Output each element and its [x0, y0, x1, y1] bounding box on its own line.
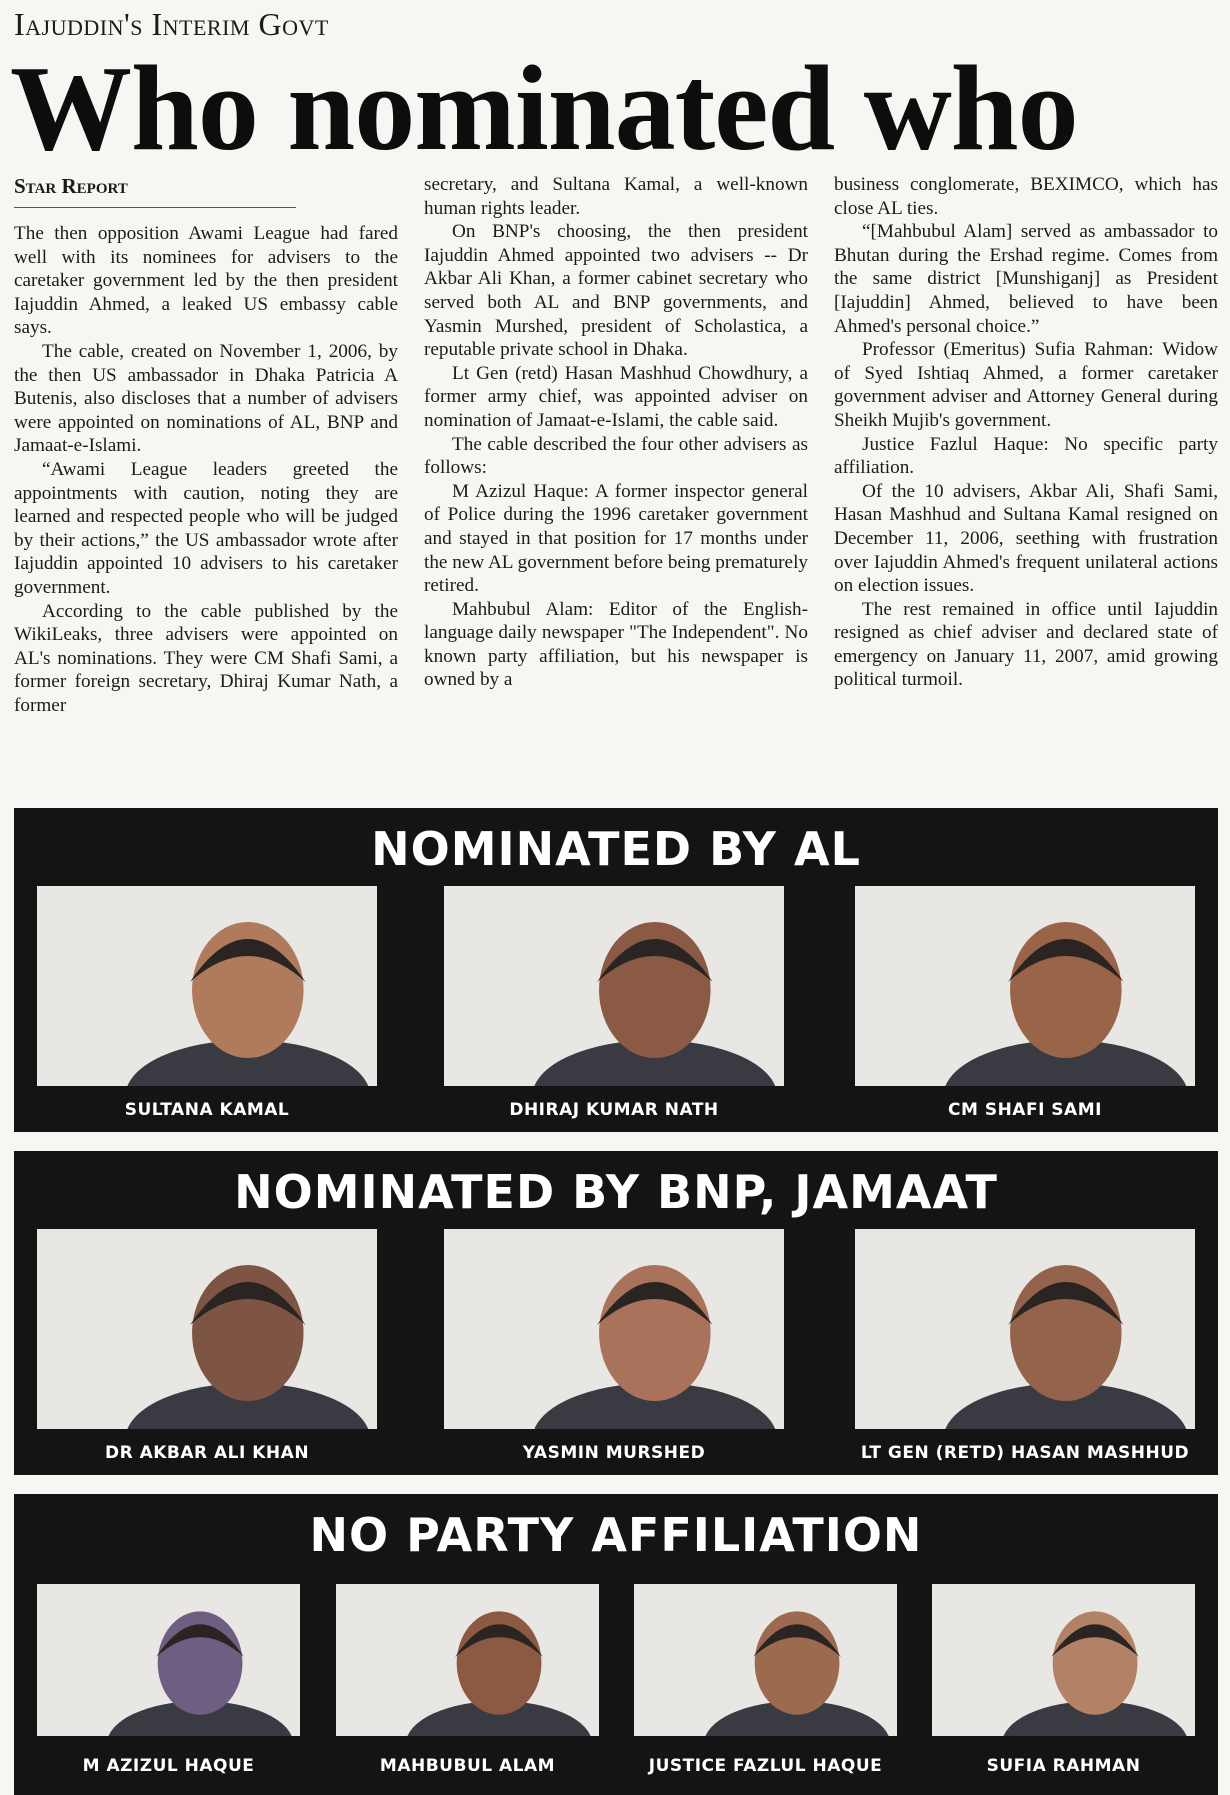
portrait-silhouette [37, 1229, 377, 1429]
article-paragraph: M Azizul Haque: A former inspector general of Police during the 1996 caretaker government and stayed in that position for 17 months under the new AL government before being prematurely retired. [424, 480, 808, 597]
portrait-silhouette [444, 886, 784, 1086]
portrait-caption: DR AKBAR ALI KHAN [104, 1443, 310, 1463]
article-paragraph: According to the cable published by the WikiLeaks, three advisers were appointed on AL's nominations. They were CM Shafi Sami, a former foreign secretary, Dhiraj Kumar Nath, a former [14, 600, 398, 716]
portrait-photo [932, 1584, 1195, 1736]
portrait-silhouette [855, 886, 1195, 1086]
article-paragraph: The cable described the four other advisers as follows: [424, 433, 808, 479]
panel-title: NOMINATED BY BNP, JAMAAT [234, 1165, 998, 1219]
panel-title: NOMINATED BY AL [371, 822, 861, 876]
article-paragraph: Mahbubul Alam: Editor of the English-language daily newspaper "The Independent". No known party affiliation, but his newspaper is owned by a [424, 598, 808, 691]
article-column-2 [424, 173, 808, 692]
portrait-photo [855, 886, 1195, 1086]
section-kicker: Iajuddin's Interim Govt [14, 6, 329, 42]
portrait-photo [855, 1229, 1195, 1429]
portrait-caption: SUFIA RAHMAN [986, 1756, 1141, 1776]
portrait-caption: CM SHAFI SAMI [948, 1100, 1102, 1120]
portrait-caption: DHIRAJ KUMAR NATH [509, 1100, 719, 1120]
portrait-photo [336, 1584, 599, 1736]
portrait-caption: SULTANA KAMAL [124, 1100, 290, 1120]
panel-nominated-by-bnp-jamaat [14, 1151, 1218, 1475]
portrait-silhouette [336, 1584, 599, 1736]
article-paragraph: The then opposition Awami League had fared well with its nominees for advisers to the caretaker government led by the then president Iajuddin Ahmed, a leaked US embassy cable says. [14, 223, 398, 339]
portrait-caption: JUSTICE FAZLUL HAQUE [648, 1756, 883, 1776]
panel-title: NO PARTY AFFILIATION [309, 1508, 923, 1562]
article-column-3 [834, 173, 1218, 692]
portrait-silhouette [932, 1584, 1195, 1736]
portrait-photo [37, 1584, 300, 1736]
article-paragraph: secretary, and Sultana Kamal, a well-known human rights leader. [424, 174, 808, 219]
portrait-silhouette [37, 886, 377, 1086]
portrait-caption: LT GEN (RETD) HASAN MASHHUD [860, 1443, 1190, 1463]
portrait-caption: MAHBUBUL ALAM [379, 1756, 556, 1776]
portrait-silhouette [634, 1584, 897, 1736]
portrait-photo [444, 886, 784, 1086]
article-column-1 [14, 222, 398, 717]
portrait-caption: YASMIN MURSHED [522, 1443, 706, 1463]
headline: Who nominated who [10, 41, 1078, 176]
portrait-photo [37, 886, 377, 1086]
article-paragraph: “[Mahbubul Alam] served as ambassador to Bhutan during the Ershad regime. Comes from the same district [Munshiganj] as President [Iajuddin] Ahmed, believed to have been Ahmed's personal choice.” [834, 221, 1218, 337]
article-paragraph: Of the 10 advisers, Akbar Ali, Shafi Sami, Hasan Mashhud and Sultana Kamal resigned on December 11, 2006, seething with frustration over Iajuddin Ahmed's frequent unilateral actions on election issues. [834, 480, 1218, 597]
article-paragraph: Professor (Emeritus) Sufia Rahman: Widow of Syed Ishtiaq Ahmed, a former caretaker government adviser and Attorney General during Sheikh Mujib's government. [834, 339, 1218, 431]
article-paragraph: The cable, created on November 1, 2006, by the then US ambassador in Dhaka Patricia A Butenis, also discloses that a number of advisers were appointed on nominations of AL, BNP and Jamaat-e-Islami. [14, 340, 398, 457]
panel-no-party-affiliation [14, 1494, 1218, 1795]
portrait-silhouette [37, 1584, 300, 1736]
article-paragraph: Justice Fazlul Haque: No specific party affiliation. [834, 433, 1218, 479]
byline-rule [14, 207, 296, 208]
article-paragraph: The rest remained in office until Iajuddin resigned as chief adviser and declared state of emergency on January 11, 2007, amid growing political turmoil. [834, 598, 1218, 691]
portrait-photo [37, 1229, 377, 1429]
article-paragraph: On BNP's choosing, the then president Iajuddin Ahmed appointed two advisers -- Dr Akbar Ali Khan, a former cabinet secretary who served both AL and BNP governments, and Yasmin Murshed, president of Scholastica, a reputable private school in Dhaka. [424, 221, 808, 361]
byline: Star Report [14, 174, 128, 198]
article-paragraph: “Awami League leaders greeted the appointments with caution, noting they are learned and respected people who will be judged by their actions,” the US ambassador wrote after Iajuddin appointed 10 advisers to his caretaker government. [14, 458, 398, 598]
article-paragraph: Lt Gen (retd) Hasan Mashhud Chowdhury, a former army chief, was appointed adviser on nomination of Jamaat-e-Islami, the cable said. [424, 362, 808, 431]
portrait-photo [634, 1584, 897, 1736]
article-paragraph: business conglomerate, BEXIMCO, which has close AL ties. [834, 174, 1218, 219]
portrait-photo [444, 1229, 784, 1429]
portrait-silhouette [444, 1229, 784, 1429]
portrait-silhouette [855, 1229, 1195, 1429]
portrait-caption: M AZIZUL HAQUE [82, 1756, 255, 1776]
panel-nominated-by-al [14, 808, 1218, 1132]
